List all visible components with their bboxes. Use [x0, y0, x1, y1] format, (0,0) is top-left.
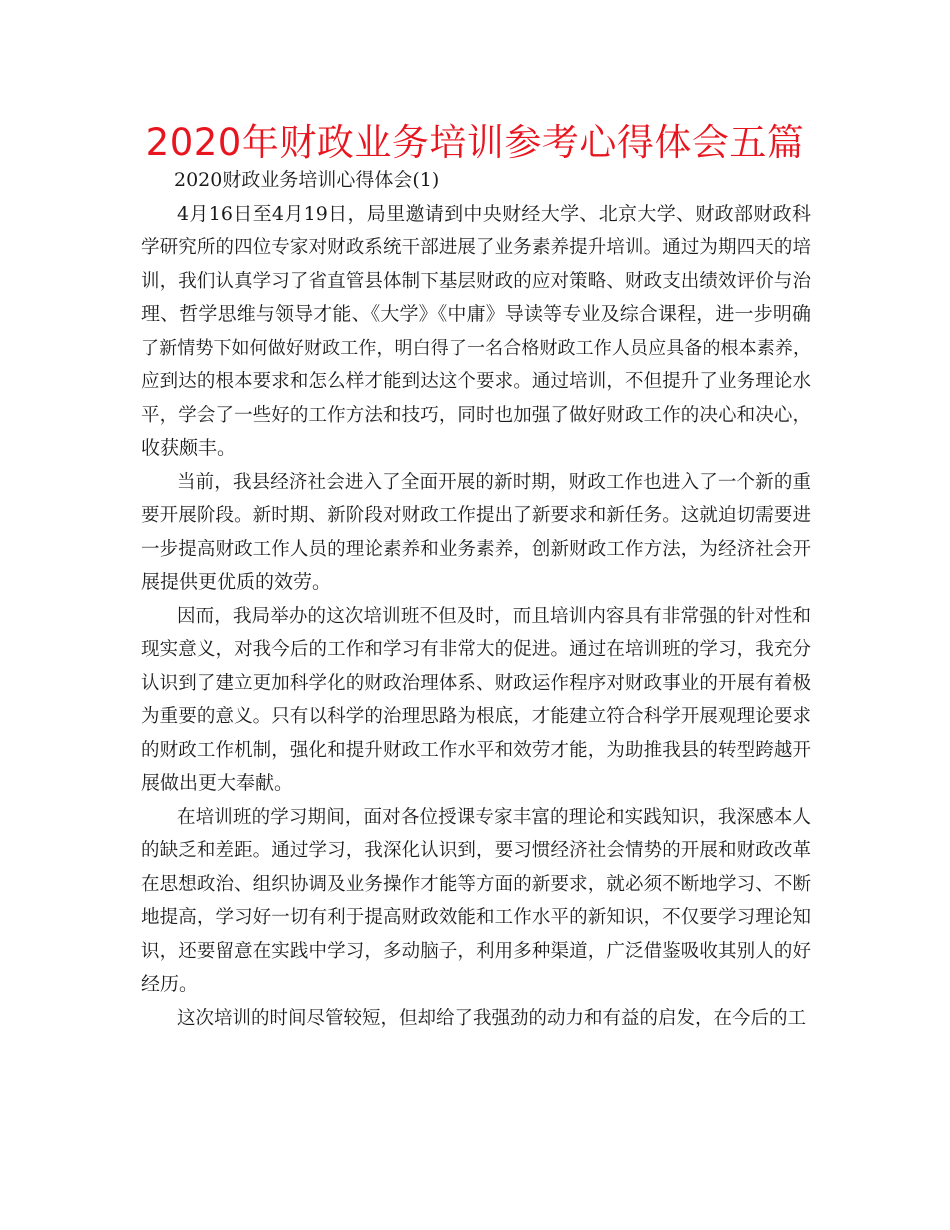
paragraph-line: 4月16日至4月19日，局里邀请到中央财经大学、北京大学、财政部财政科 — [177, 202, 811, 225]
paragraph-line: 认识到了建立更加科学化的财政治理体系、财政运作程序对财政事业的开展有着极 — [141, 672, 811, 694]
paragraph-line: 训，我们认真学习了省直管县体制下基层财政的应对策略、财政支出绩效评价与治 — [141, 270, 811, 292]
body-paragraph — [141, 600, 811, 801]
paragraph-line: 收获颇丰。 — [141, 437, 237, 459]
paragraph-line: 展提供更优质的效劳。 — [141, 571, 332, 593]
paragraph-line: 展做出更大奉献。 — [141, 772, 294, 794]
paragraph-line: 在思想政治、组织协调及业务操作才能等方面的新要求，就必须不断地学习、不断 — [141, 873, 811, 895]
body-paragraph — [141, 466, 811, 600]
paragraph-line: 一步提高财政工作人员的理论素养和业务素养，创新财政工作方法，为经济社会开 — [141, 538, 811, 560]
paragraph-line: 要开展阶段。新时期、新阶段对财政工作提出了新要求和新任务。这就迫切需要进 — [141, 505, 811, 526]
paragraph-line: 了新情势下如何做好财政工作，明白得了一名合格财政工作人员应具备的根本素养， — [141, 337, 811, 359]
body-paragraph — [141, 801, 811, 1002]
paragraph-line: 识，还要留意在实践中学习，多动脑子，利用多种渠道，广泛借鉴吸收其别人的好 — [141, 940, 811, 962]
paragraph-line: 学研究所的四位专家对财政系统干部进展了业务素养提升培训。通过为期四天的培 — [141, 237, 811, 258]
paragraph-line: 为重要的意义。只有以科学的治理思路为根底，才能建立符合科学开展观理论要求 — [141, 706, 811, 727]
paragraph-line: 当前，我县经济社会进入了全面开展的新时期，财政工作也进入了一个新的重 — [177, 471, 811, 493]
document-title: 2020年财政业务培训参考心得体会五篇 — [145, 121, 805, 164]
paragraph-line: 平，学会了一些好的工作方法和技巧，同时也加强了做好财政工作的决心和决心， — [141, 404, 811, 426]
body-paragraph — [141, 1002, 811, 1036]
document-subtitle: 2020财政业务培训心得体会(1) — [174, 169, 440, 191]
paragraph-line: 在培训班的学习期间，面对各位授课专家丰富的理论和实践知识，我深感本人 — [177, 806, 811, 828]
body-paragraph — [141, 198, 811, 466]
paragraph-line: 理、哲学思维与领导才能、《大学》《中庸》导读等专业及综合课程，进一步明确 — [141, 303, 811, 325]
paragraph-line: 的财政工作机制，强化和提升财政工作水平和效劳才能，为助推我县的转型跨越开 — [141, 739, 811, 761]
paragraph-line: 现实意义，对我今后的工作和学习有非常大的促进。通过在培训班的学习，我充分 — [141, 639, 811, 660]
paragraph-line: 的缺乏和差距。通过学习，我深化认识到，要习惯经济社会情势的开展和财政改革 — [141, 840, 811, 861]
document-body — [141, 164, 811, 1035]
paragraph-line: 经历。 — [141, 973, 199, 995]
paragraph-line: 应到达的根本要求和怎么样才能到达这个要求。通过培训，不但提升了业务理论水 — [141, 371, 811, 392]
paragraph-line: 地提高，学习好一切有利于提高财政效能和工作水平的新知识，不仅要学习理论知 — [141, 907, 811, 928]
paragraph-line: 因而，我局举办的这次培训班不但及时，而且培训内容具有非常强的针对性和 — [177, 605, 811, 627]
paragraph-line: 这次培训的时间尽管较短，但却给了我强劲的动力和有益的启发，在今后的工 — [177, 1007, 807, 1029]
